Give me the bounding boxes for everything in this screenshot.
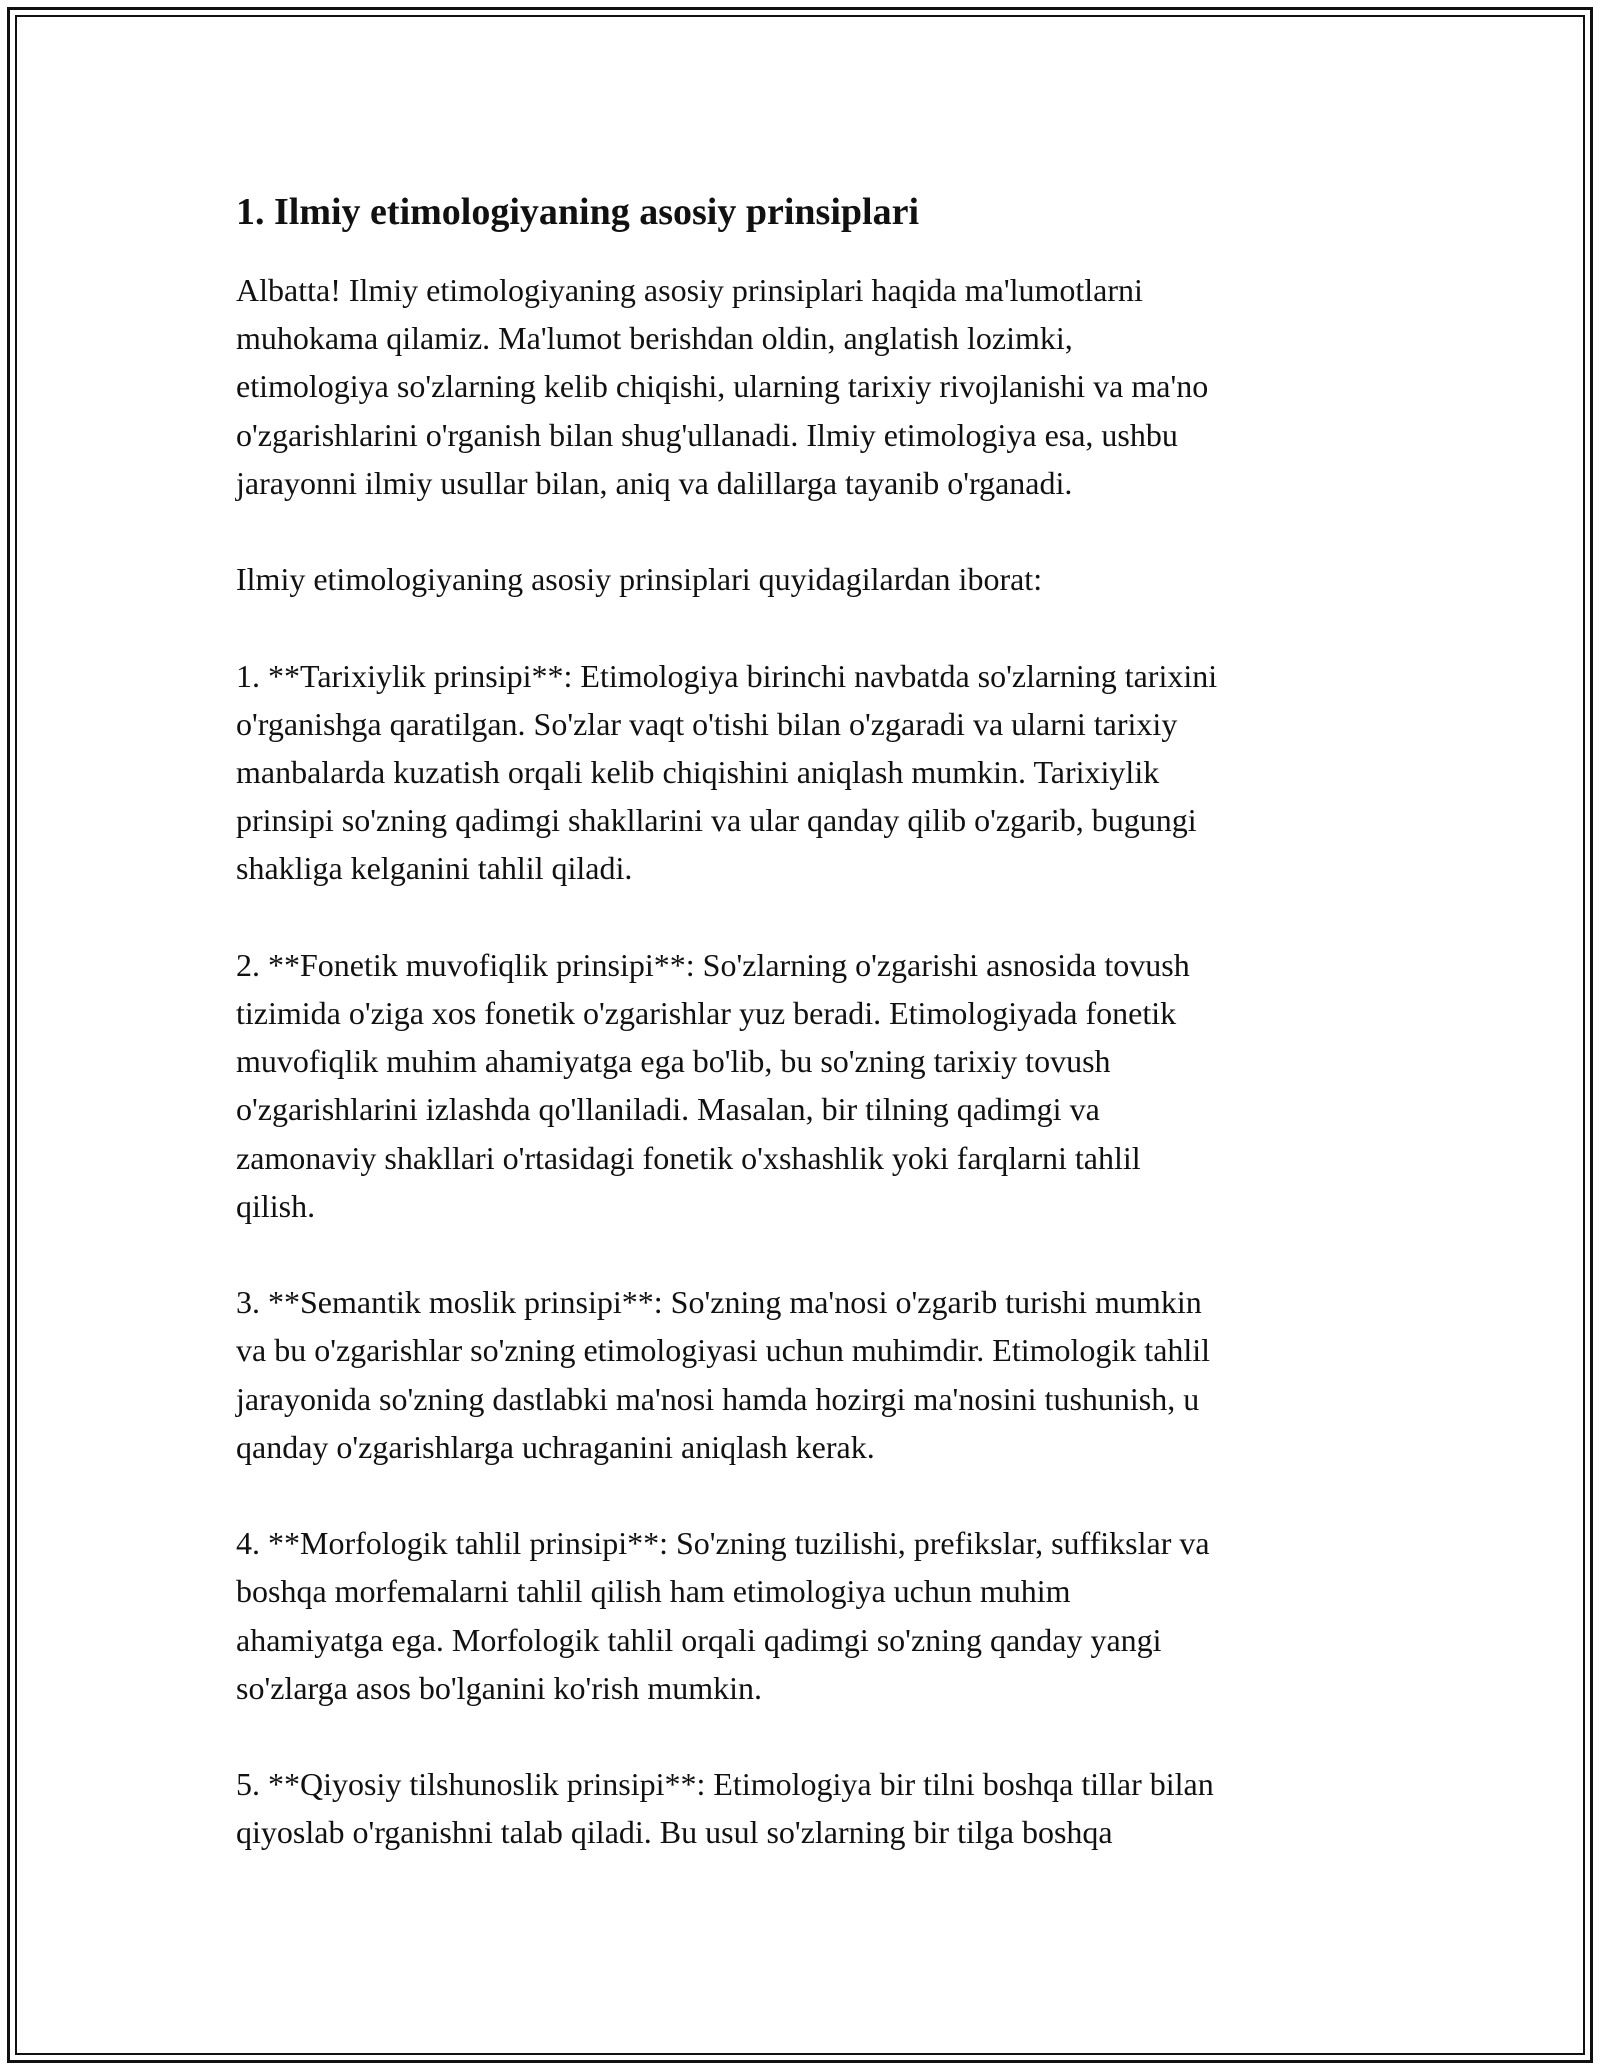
text-line: jarayonida so'zning dastlabki ma'nosi hamda hozirgi ma'nosini tushunish, u (236, 1380, 1200, 1417)
text-line: ahamiyatga ega. Morfologik tahlil orqali qadimgi so'zning qanday yangi (236, 1621, 1162, 1658)
text-line: Albatta! Ilmiy etimologiyaning asosiy prinsiplari haqida ma'lumotlarni (236, 272, 1143, 308)
paragraph (236, 941, 1376, 1230)
paragraph-list (236, 266, 1376, 1857)
paragraph (236, 1760, 1376, 1856)
text-line: o'rganishga qaratilgan. So'zlar vaqt o'tishi bilan o'zgaradi va ularni tarixiy (236, 705, 1178, 742)
text-line: o'zgarishlarini o'rganish bilan shug'ullanadi. Ilmiy etimologiya esa, ushbu (236, 416, 1178, 453)
text-line: prinsipi so'zning qadimgi shakllarini va ular qanday qilib o'zgarib, bugungi (236, 802, 1197, 839)
text-line: boshqa morfemalarni tahlil qilish ham etimologiya uchun muhim (236, 1573, 1071, 1610)
text-line: so'zlarga asos bo'lganini ko'rish mumkin. (236, 1669, 762, 1706)
text-line: muhokama qilamiz. Ma'lumot berishdan oldin, anglatish lozimki, (236, 320, 1073, 357)
paragraph (236, 555, 1376, 603)
text-line: qilish. (236, 1187, 316, 1224)
text-line: jarayonni ilmiy usullar bilan, aniq va dalillarga tayanib o'rganadi. (236, 464, 1073, 501)
text-line: va bu o'zgarishlar so'zning etimologiyasi uchun muhimdir. Etimologik tahlil (236, 1332, 1211, 1369)
paragraph (236, 652, 1376, 893)
text-line: Ilmiy etimologiyaning asosiy prinsiplari quyidagilardan iborat: (236, 561, 1043, 598)
text-line: 4. **Morfologik tahlil prinsipi**: So'zning tuzilishi, prefikslar, suffikslar va (236, 1525, 1210, 1562)
text-line: manbalarda kuzatish orqali kelib chiqishini aniqlash mumkin. Tarixiylik (236, 754, 1160, 790)
text-line: zamonaviy shakllari o'rtasidagi fonetik o'xshashlik yoki farqlarni tahlil (236, 1139, 1141, 1176)
document-body (236, 186, 1376, 1905)
text-line: 5. **Qiyosiy tilshunoslik prinsipi**: Etimologiya bir tilni boshqa tillar bilan (236, 1766, 1214, 1803)
text-line: muvofiqlik muhim ahamiyatga ega bo'lib, bu so'zning tarixiy tovush (236, 1043, 1111, 1080)
page-title: 1. Ilmiy etimologiyaning asosiy prinsiplari (236, 191, 920, 233)
text-line: qanday o'zgarishlarga uchraganini aniqlash kerak. (236, 1428, 875, 1465)
text-line: tizimida o'ziga xos fonetik o'zgarishlar yuz beradi. Etimologiyada fonetik (236, 995, 1177, 1031)
text-line: 3. **Semantik moslik prinsipi**: So'zning ma'nosi o'zgarib turishi mumkin (236, 1284, 1202, 1321)
text-line: 1. **Tarixiylik prinsipi**: Etimologiya birinchi navbatda so'zlarning tarixini (236, 657, 1218, 694)
text-line: 2. **Fonetik muvofiqlik prinsipi**: So'zlarning o'zgarishi asnosida tovush (236, 946, 1190, 983)
paragraph (236, 1278, 1376, 1471)
text-line: etimologiya so'zlarning kelib chiqishi, ularning tarixiy rivojlanishi va ma'no (236, 368, 1209, 405)
text-line: o'zgarishlarini izlashda qo'llaniladi. Masalan, bir tilning qadimgi va (236, 1091, 1100, 1128)
text-line: shakliga kelganini tahlil qiladi. (236, 850, 633, 887)
text-line: qiyoslab o'rganishni talab qiladi. Bu usul so'zlarning bir tilga boshqa (236, 1814, 1113, 1851)
paragraph (236, 266, 1376, 507)
paragraph (236, 1519, 1376, 1712)
